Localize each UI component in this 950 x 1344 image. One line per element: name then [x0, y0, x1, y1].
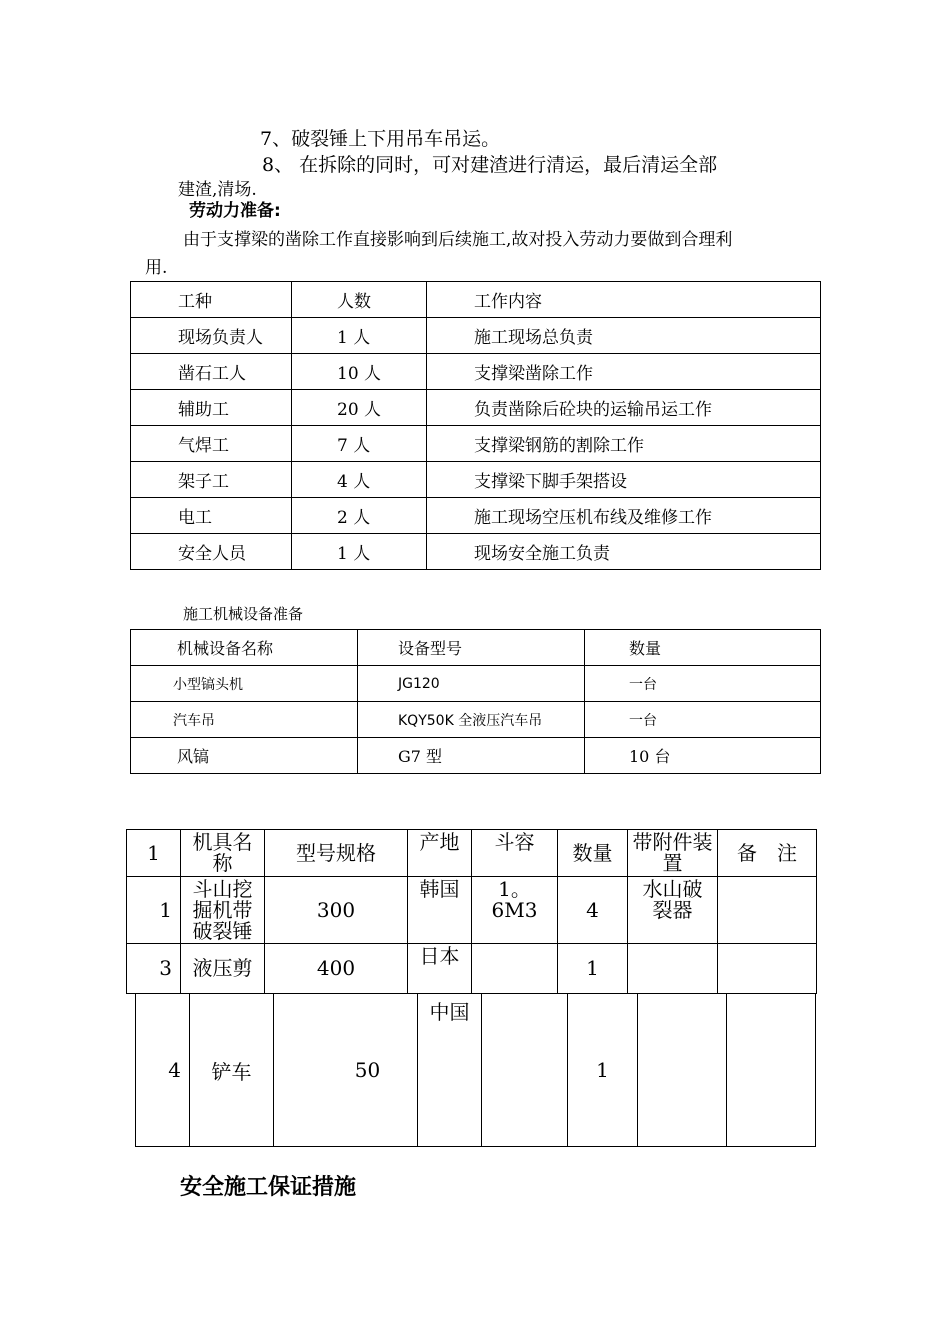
header-cell: 工种 [131, 282, 292, 318]
paragraph-item-7: 7、破裂锤上下用吊车吊运。 [260, 128, 501, 150]
table-cell: 1 [558, 944, 628, 994]
table-row [131, 426, 821, 462]
safety-heading: 安全施工保证措施 [180, 1175, 357, 1200]
table-cell: 2 人 [292, 498, 427, 534]
table-row [131, 318, 821, 354]
table-cell: 斗山挖掘机带破裂锤 [181, 877, 265, 944]
table-cell: 4 人 [292, 462, 427, 498]
table-cell: 支撑梁凿除工作 [427, 354, 821, 390]
table-cell: 架子工 [131, 462, 292, 498]
table-cell: 1。6M3 [472, 877, 558, 944]
table-cell: 支撑梁下脚手架搭设 [427, 462, 821, 498]
table-row [131, 666, 821, 702]
table-cell: 汽车吊 [131, 702, 358, 738]
table-row [131, 498, 821, 534]
table-cell: 1 [568, 994, 638, 1147]
table-cell: 10 人 [292, 354, 427, 390]
table-cell: 4 [136, 994, 190, 1147]
table-row [127, 944, 817, 994]
table-cell: 负责凿除后砼块的运输吊运工作 [427, 390, 821, 426]
header-cell: 斗容 [472, 830, 558, 877]
table-header-row [131, 630, 821, 666]
table-cell: 1 人 [292, 534, 427, 570]
header-cell: 机具名称 [181, 830, 265, 877]
table-cell [718, 877, 817, 944]
equipment-table [126, 829, 817, 994]
table-row [131, 462, 821, 498]
table-cell: 4 [558, 877, 628, 944]
paragraph-item-8-continued: 建渣,清场. [178, 180, 257, 200]
labor-intro-line-2: 用. [145, 258, 168, 278]
header-cell: 型号规格 [265, 830, 408, 877]
header-cell: 带附件装置 [628, 830, 718, 877]
table-cell: 韩国 [408, 877, 472, 944]
table-cell [718, 944, 817, 994]
paragraph-item-8: 8、 在拆除的同时，可对建渣进行清运，最后清运全部 [262, 154, 718, 176]
table-cell [482, 994, 568, 1147]
table-row [131, 390, 821, 426]
header-cell: 机械设备名称 [131, 630, 358, 666]
labor-heading: 劳动力准备: [189, 201, 281, 221]
table-cell: 现场负责人 [131, 318, 292, 354]
table-cell: 小型镐头机 [131, 666, 358, 702]
header-cell: 人数 [292, 282, 427, 318]
table-cell: KQY50K 全液压汽车吊 [358, 702, 585, 738]
table-cell: 10 台 [585, 738, 821, 774]
labor-intro-line-1: 由于支撑梁的凿除工作直接影响到后续施工,故对投入劳动力要做到合理利 [183, 230, 733, 250]
table-cell: 一台 [585, 666, 821, 702]
table-row [131, 738, 821, 774]
table-cell: 风镐 [131, 738, 358, 774]
table-cell: 20 人 [292, 390, 427, 426]
table-header-row [127, 830, 817, 877]
table-cell: 7 人 [292, 426, 427, 462]
table-cell: 施工现场总负责 [427, 318, 821, 354]
equipment-table-continued [135, 993, 816, 1147]
table-cell: 400 [265, 944, 408, 994]
table-cell: 凿石工人 [131, 354, 292, 390]
header-cell: 产地 [408, 830, 472, 877]
table-cell [628, 944, 718, 994]
header-cell: 工作内容 [427, 282, 821, 318]
table-row [131, 354, 821, 390]
header-cell: 数量 [558, 830, 628, 877]
table-cell: 日本 [408, 944, 472, 994]
table-cell: 300 [265, 877, 408, 944]
table-cell [727, 994, 816, 1147]
table-cell: G7 型 [358, 738, 585, 774]
table-cell: 铲车 [190, 994, 274, 1147]
table-row [131, 702, 821, 738]
table-cell: 现场安全施工负责 [427, 534, 821, 570]
table-cell [472, 944, 558, 994]
table-cell: 施工现场空压机布线及维修工作 [427, 498, 821, 534]
header-cell: 备 注 [718, 830, 817, 877]
table-cell: 50 [274, 994, 418, 1147]
table-cell: 1 [127, 877, 181, 944]
table-cell: 3 [127, 944, 181, 994]
table-cell: 气焊工 [131, 426, 292, 462]
table-cell: 1 人 [292, 318, 427, 354]
table-row [127, 877, 817, 944]
table-cell: 安全人员 [131, 534, 292, 570]
header-cell: 数量 [585, 630, 821, 666]
table-row [131, 534, 821, 570]
table-cell [638, 994, 727, 1147]
table-cell: 辅助工 [131, 390, 292, 426]
table-cell: 中国 [418, 994, 482, 1147]
machine-heading: 施工机械设备准备 [183, 605, 304, 623]
header-cell: 1 [127, 830, 181, 877]
table-header-row [131, 282, 821, 318]
table-row [136, 994, 816, 1147]
table-cell: 一台 [585, 702, 821, 738]
table-cell: 支撑梁钢筋的割除工作 [427, 426, 821, 462]
labor-table [130, 281, 821, 570]
header-cell: 设备型号 [358, 630, 585, 666]
table-cell: JG120 [358, 666, 585, 702]
table-cell: 液压剪 [181, 944, 265, 994]
table-cell: 电工 [131, 498, 292, 534]
table-cell: 水山破裂器 [628, 877, 718, 944]
machine-table [130, 629, 821, 774]
